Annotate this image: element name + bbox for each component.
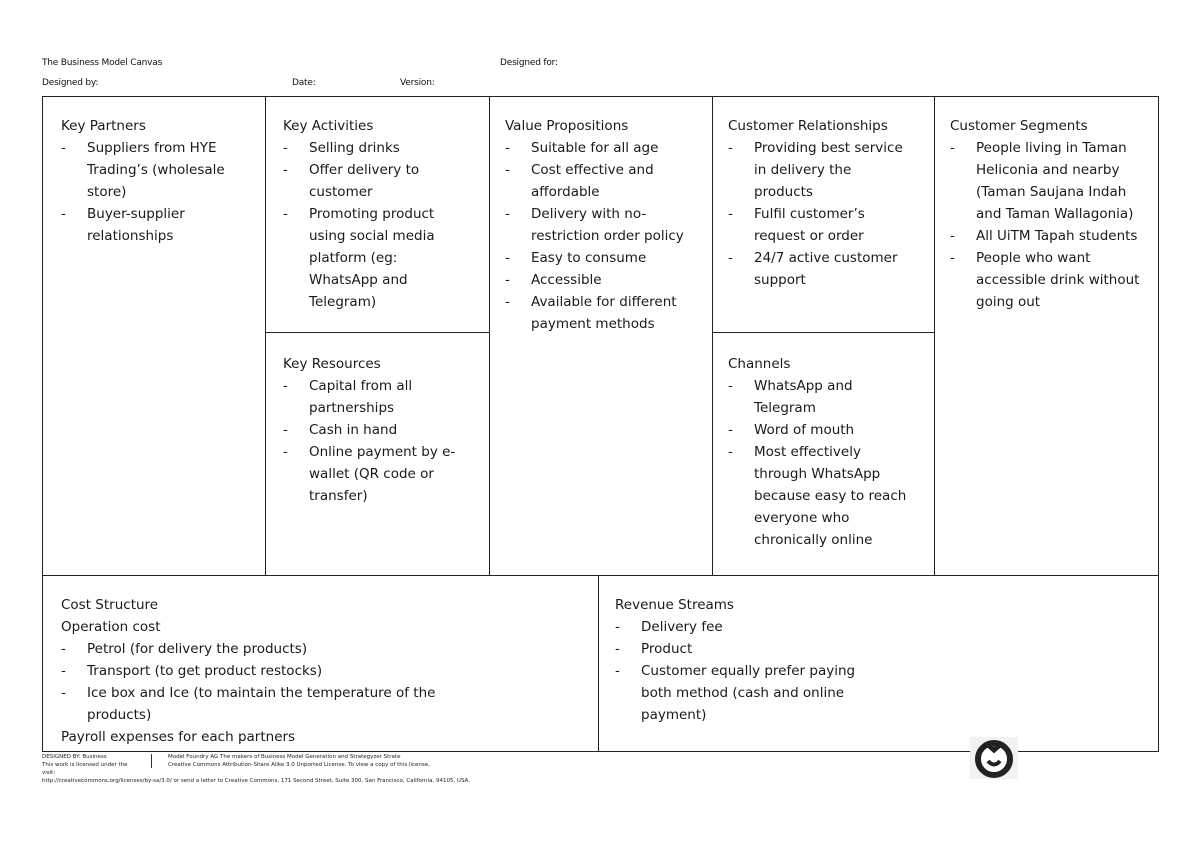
list-item: - Petrol (for delivery the products) <box>61 638 461 660</box>
footer-license-text: Creative Commons Attribution-Share Alike 3.0 Unported License. To view a copy of this license, <box>168 762 430 768</box>
cost-structure-subtitle: Operation cost <box>61 619 161 635</box>
list-item: - Customer equally prefer paying both method (cash and online payment) <box>615 660 877 726</box>
list-item: - Available for different payment methods <box>505 291 685 335</box>
list-item: - Accessible <box>505 269 685 291</box>
list-item: - Cost effective and affordable <box>505 159 685 203</box>
list-item: - Providing best service in delivery the products <box>728 137 910 203</box>
list-item: - Cash in hand <box>283 419 463 441</box>
list-item: - Suppliers from HYE Trading’s (wholesale store) <box>61 137 257 203</box>
canvas-title: The Business Model Canvas <box>42 58 163 68</box>
channels-title: Channels <box>728 356 791 372</box>
list-item: - Product <box>615 638 877 660</box>
customer-segments-list <box>950 137 1140 313</box>
designed-for-label: Designed for: <box>500 58 558 68</box>
list-item: - WhatsApp and Telegram <box>728 375 910 419</box>
list-item: - Offer delivery to customer <box>283 159 463 203</box>
divider <box>265 332 489 333</box>
divider <box>712 97 713 575</box>
divider <box>489 97 490 575</box>
list-item: - Fulfil customer’s request or order <box>728 203 910 247</box>
customer-segments-section <box>950 115 1140 313</box>
list-item: - Online payment by e-wallet (QR code or transfer) <box>283 441 463 507</box>
list-item: - 24/7 active customer support <box>728 247 910 291</box>
list-item: - Suitable for all age <box>505 137 685 159</box>
list-item: - All UiTM Tapah students <box>950 225 1140 247</box>
footer-license-link[interactable]: http://creativecommons.org/licenses/by-sa/3.0/ or send a letter to Creative Commons, 171 Second Street, Suite 300, San Francisco, California, 94105, USA. <box>42 778 470 784</box>
footer-license-prefix: This work is licensed under the <box>42 762 128 768</box>
key-resources-title: Key Resources <box>283 356 381 372</box>
divider <box>598 575 599 751</box>
customer-relationships-section <box>728 115 910 291</box>
customer-relationships-list <box>728 137 910 291</box>
revenue-streams-section <box>615 594 877 726</box>
cost-structure-section <box>61 594 461 748</box>
list-item: - Easy to consume <box>505 247 685 269</box>
version-label: Version: <box>400 78 435 88</box>
key-resources-list <box>283 375 463 507</box>
date-label: Date: <box>292 78 316 88</box>
key-partners-title: Key Partners <box>61 118 146 134</box>
strategyzer-logo-icon <box>970 737 1018 779</box>
divider <box>265 97 266 575</box>
key-activities-title: Key Activities <box>283 118 374 134</box>
value-propositions-section <box>505 115 685 335</box>
list-item: - Delivery fee <box>615 616 877 638</box>
cost-structure-footer-line: Payroll expenses for each partners <box>61 729 296 745</box>
list-item: - Most effectively through WhatsApp because easy to reach everyone who chronically online <box>728 441 910 551</box>
key-partners-section <box>61 115 257 247</box>
channels-list <box>728 375 910 551</box>
divider <box>712 332 934 333</box>
list-item: - Buyer-supplier relationships <box>61 203 257 247</box>
list-item: - Promoting product using social media platform (eg: WhatsApp and Telegram) <box>283 203 463 313</box>
list-item: - Selling drinks <box>283 137 463 159</box>
value-propositions-list <box>505 137 685 335</box>
list-item: - Delivery with no-restriction order policy <box>505 203 685 247</box>
footer-foundry: Model Foundry AG The makers of Business Model Generation and Strategyzer Strate <box>168 754 401 760</box>
revenue-streams-list <box>615 616 877 726</box>
list-item: - Word of mouth <box>728 419 910 441</box>
list-item: - People living in Taman Heliconia and nearby (Taman Saujana Indah and Taman Wallagonia) <box>950 137 1140 225</box>
cost-structure-title: Cost Structure <box>61 597 159 613</box>
footer-divider <box>151 754 152 768</box>
key-partners-list <box>61 137 257 247</box>
revenue-streams-title: Revenue Streams <box>615 597 734 613</box>
cost-structure-list <box>61 638 461 726</box>
customer-segments-title: Customer Segments <box>950 118 1088 134</box>
footer-visit: visit: <box>42 770 56 776</box>
list-item: - People who want accessible drink without going out <box>950 247 1140 313</box>
key-activities-section <box>283 115 463 313</box>
customer-relationships-title: Customer Relationships <box>728 118 888 134</box>
key-activities-list <box>283 137 463 313</box>
list-item: - Transport (to get product restocks) <box>61 660 461 682</box>
value-propositions-title: Value Propositions <box>505 118 629 134</box>
list-item: - Ice box and Ice (to maintain the temperature of the products) <box>61 682 461 726</box>
key-resources-section <box>283 353 463 507</box>
footer-designed-by: DESIGNED BY: Business <box>42 754 107 760</box>
divider <box>43 575 1158 576</box>
designed-by-label: Designed by: <box>42 78 99 88</box>
list-item: - Capital from all partnerships <box>283 375 463 419</box>
channels-section <box>728 353 910 551</box>
divider <box>934 97 935 575</box>
